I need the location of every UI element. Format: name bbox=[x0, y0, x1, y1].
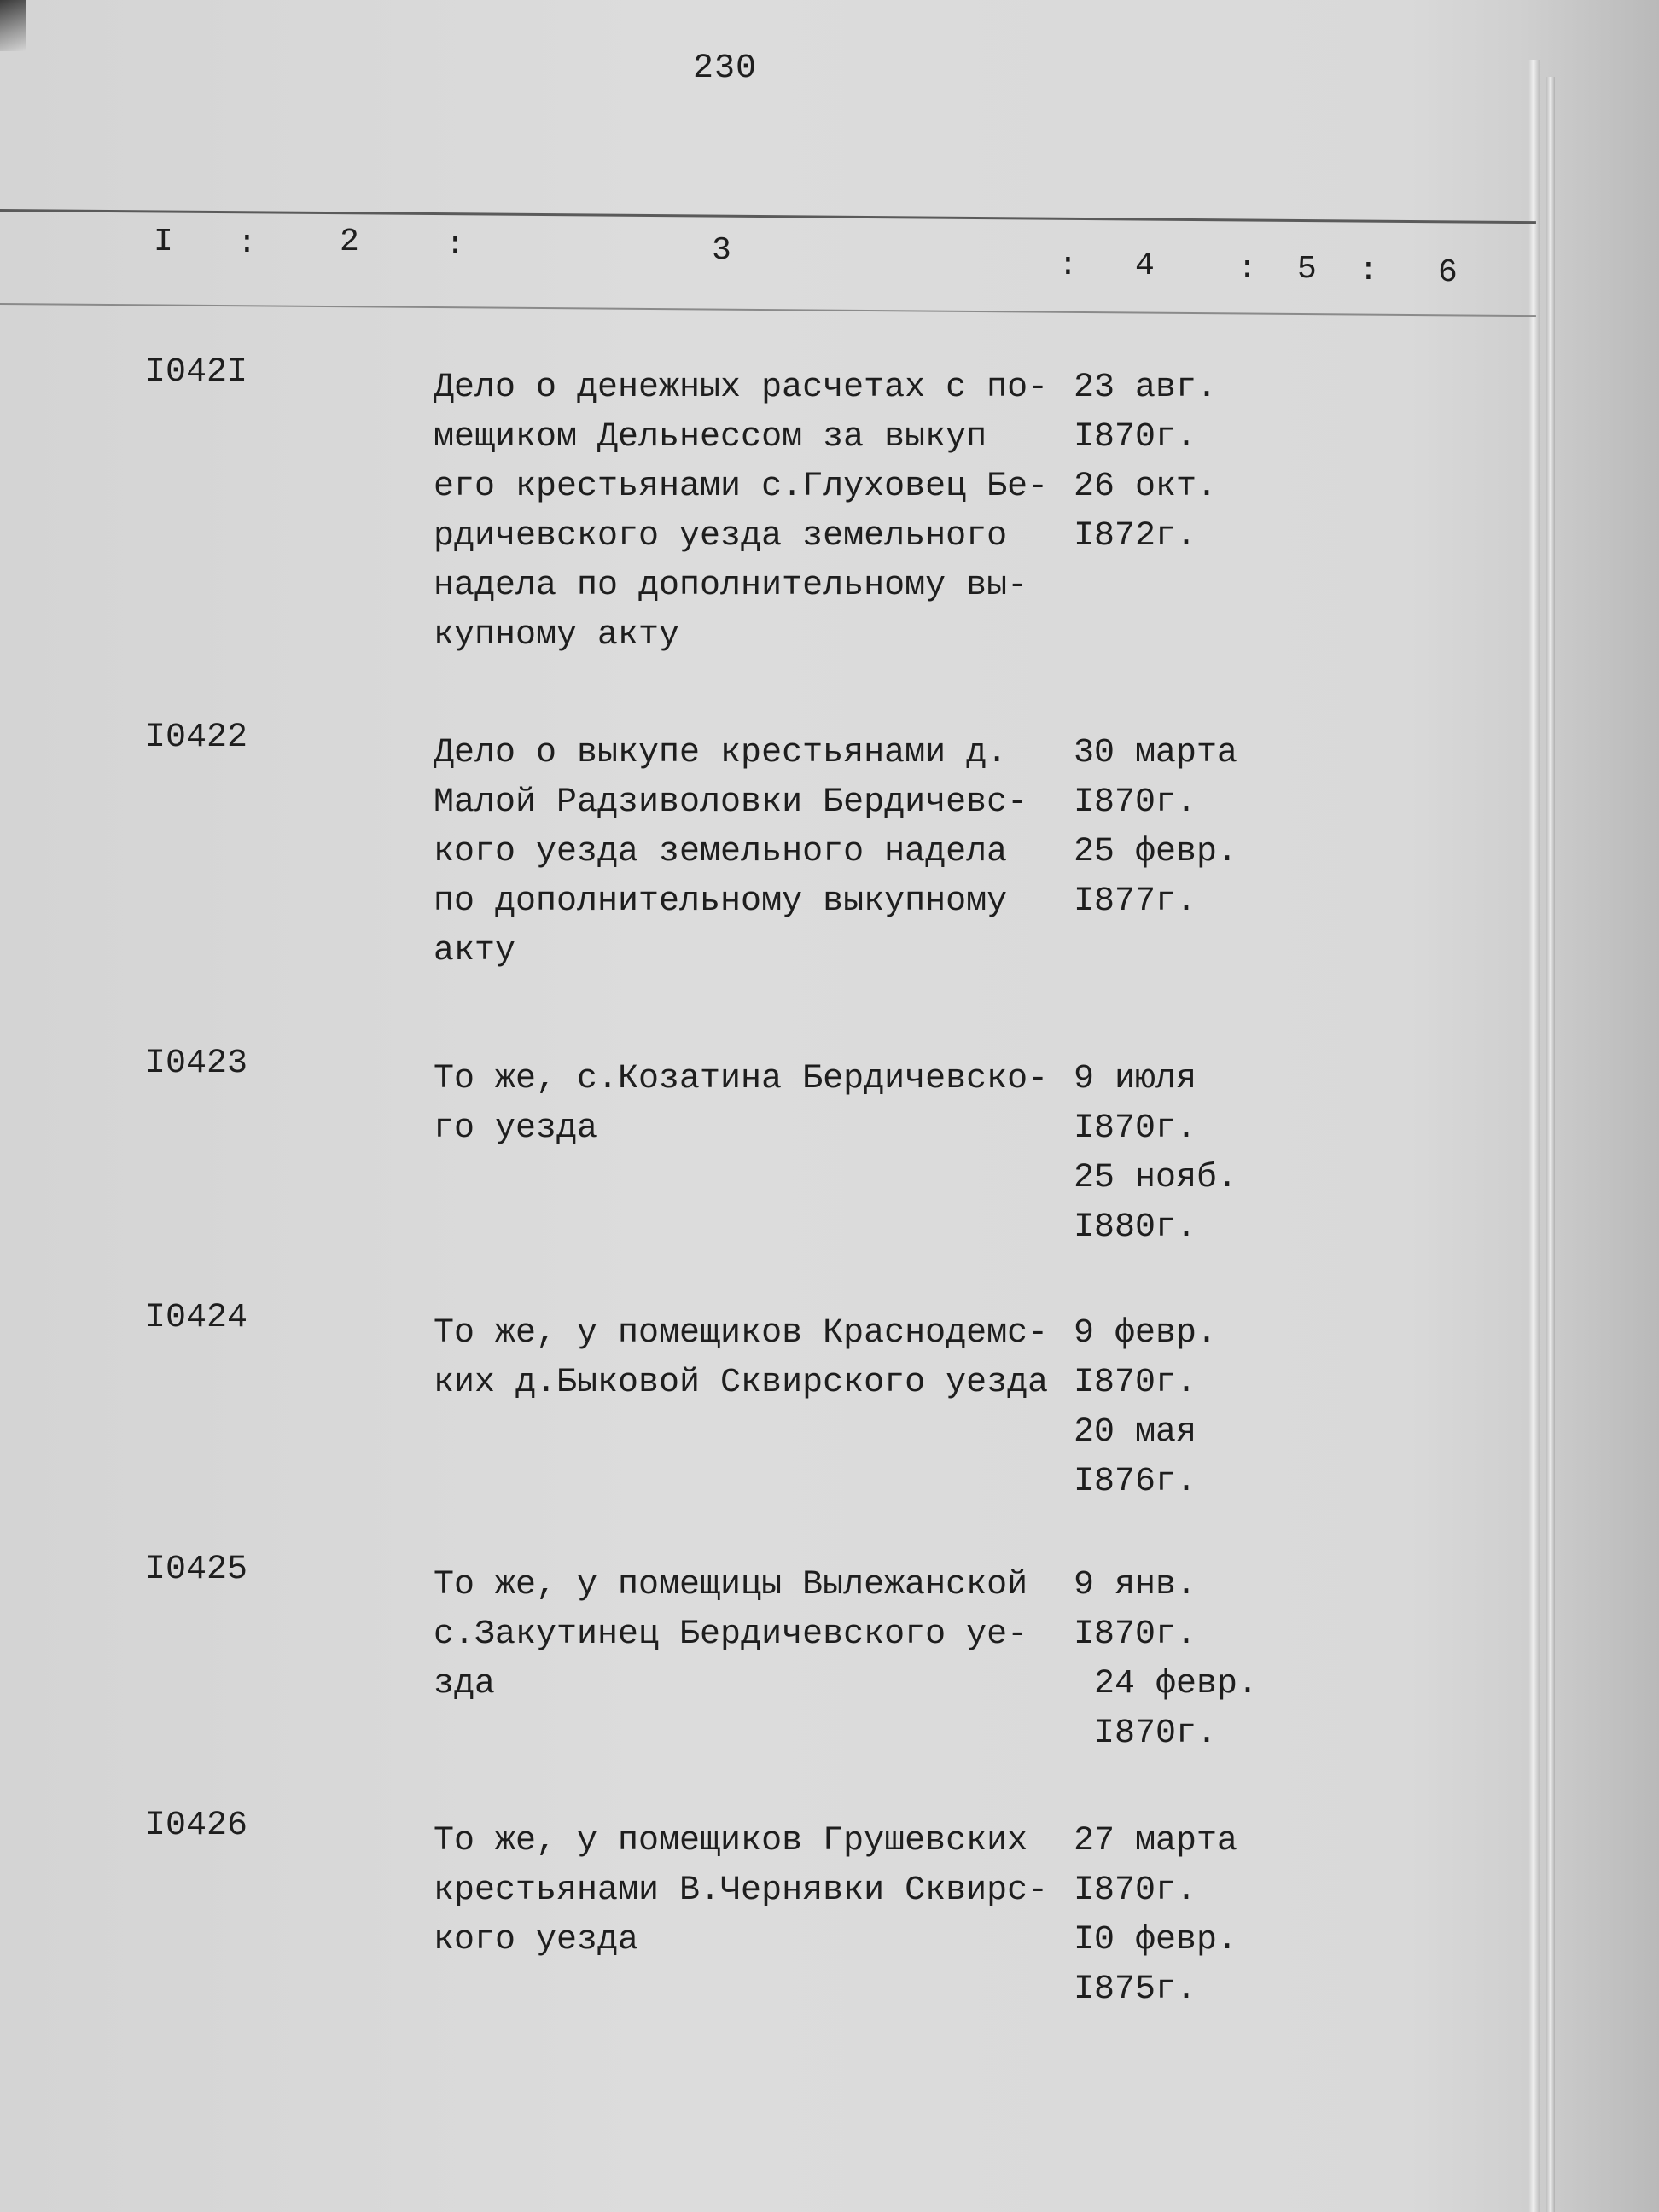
date-line: I870г. bbox=[1074, 1871, 1197, 1910]
description-line: Дело о денежных расчетах с по- bbox=[434, 369, 1049, 407]
header-rule-bottom bbox=[0, 303, 1536, 317]
entry-dates bbox=[1074, 1309, 1278, 1507]
entry-id: I0425 bbox=[145, 1551, 248, 1589]
entry-description bbox=[434, 1309, 1057, 1408]
date-line: I872г. bbox=[1074, 517, 1197, 556]
date-line: I877г. bbox=[1074, 882, 1197, 921]
entry-description bbox=[434, 364, 1057, 661]
entry-description bbox=[434, 729, 1057, 976]
date-line: 25 нояб. bbox=[1074, 1159, 1238, 1197]
entry-dates bbox=[1074, 1817, 1278, 2015]
date-line: 9 февр. bbox=[1074, 1314, 1218, 1353]
description-line: по дополнительному выкупному bbox=[434, 882, 1008, 921]
description-line: кого уезда bbox=[434, 1921, 639, 1959]
header-col-2: 2 bbox=[340, 224, 359, 260]
description-line: акту bbox=[434, 932, 516, 970]
description-line: Малой Радзиволовки Бердичевс- bbox=[434, 783, 1028, 822]
description-line: ких д.Быковой Сквирского уезда bbox=[434, 1364, 1049, 1402]
header-col-1: I bbox=[154, 224, 173, 260]
date-line: 30 марта bbox=[1074, 734, 1238, 772]
entry-dates bbox=[1074, 364, 1278, 562]
entry-id: I0426 bbox=[145, 1807, 248, 1845]
header-col-6: 6 bbox=[1438, 254, 1458, 291]
description-line: его крестьянами с.Глуховец Бе- bbox=[434, 468, 1049, 506]
entry-id: I0422 bbox=[145, 719, 248, 757]
header-separator: : bbox=[1359, 253, 1378, 289]
description-line: купному акту bbox=[434, 616, 680, 655]
date-line: I870г. bbox=[1074, 418, 1197, 457]
entry-dates bbox=[1074, 729, 1278, 927]
description-line: Дело о выкупе крестьянами д. bbox=[434, 734, 1008, 772]
description-line: То же, у помещицы Вылежанской bbox=[434, 1566, 1028, 1604]
description-line: го уезда bbox=[434, 1109, 598, 1148]
entry-id: I0424 bbox=[145, 1299, 248, 1337]
date-line: I880г. bbox=[1074, 1208, 1197, 1247]
date-line: I870г. bbox=[1074, 1109, 1197, 1148]
entry-id: I0423 bbox=[145, 1045, 248, 1083]
description-line: кого уезда земельного надела bbox=[434, 833, 1008, 871]
date-line: 9 июля bbox=[1074, 1060, 1197, 1098]
description-line: зда bbox=[434, 1665, 496, 1703]
date-line: 23 авг. bbox=[1074, 369, 1218, 407]
header-rule-top bbox=[0, 209, 1536, 224]
description-line: То же, у помещиков Краснодемс- bbox=[434, 1314, 1049, 1353]
description-line: надела по дополнительному вы- bbox=[434, 567, 1028, 605]
date-line: 26 окт. bbox=[1074, 468, 1218, 506]
description-line: с.Закутинец Бердичевского уе- bbox=[434, 1615, 1028, 1654]
date-line: 27 марта bbox=[1074, 1822, 1238, 1860]
date-line: I870г. bbox=[1094, 1714, 1218, 1753]
description-line: То же, у помещиков Грушевских bbox=[434, 1822, 1028, 1860]
date-line: 20 мая bbox=[1074, 1413, 1197, 1452]
date-line: I870г. bbox=[1074, 783, 1197, 822]
description-line: мещиком Дельнессом за выкуп bbox=[434, 418, 987, 457]
date-line: 9 янв. bbox=[1074, 1566, 1197, 1604]
entry-description bbox=[434, 1817, 1057, 1965]
description-line: рдичевского уезда земельного bbox=[434, 517, 1008, 556]
date-line: I870г. bbox=[1074, 1364, 1197, 1402]
page-stack-edge bbox=[1528, 60, 1540, 2212]
date-line: 25 февр. bbox=[1074, 833, 1238, 871]
date-line: I876г. bbox=[1074, 1463, 1197, 1501]
page-number: 230 bbox=[693, 49, 758, 88]
date-line: I0 февр. bbox=[1074, 1921, 1238, 1959]
header-separator: : bbox=[1058, 247, 1078, 284]
date-line: I870г. bbox=[1074, 1615, 1197, 1654]
entry-description bbox=[434, 1561, 1057, 1709]
page-stack-edge bbox=[1546, 77, 1555, 2212]
scan-corner-shadow bbox=[0, 0, 26, 51]
entry-dates bbox=[1074, 1055, 1278, 1253]
entry-dates bbox=[1074, 1561, 1278, 1759]
entry-description bbox=[434, 1055, 1057, 1154]
header-separator: : bbox=[237, 225, 257, 262]
date-line: I875г. bbox=[1074, 1970, 1197, 2009]
date-line: 24 февр. bbox=[1094, 1665, 1259, 1703]
entry-id: I042I bbox=[145, 353, 248, 392]
header-col-5: 5 bbox=[1297, 251, 1317, 288]
description-line: То же, с.Козатина Бердичевско- bbox=[434, 1060, 1049, 1098]
header-col-4: 4 bbox=[1135, 247, 1155, 284]
header-separator: : bbox=[1237, 251, 1257, 288]
header-col-3: 3 bbox=[712, 232, 731, 269]
header-separator: : bbox=[445, 227, 465, 264]
description-line: крестьянами В.Чернявки Сквирс- bbox=[434, 1871, 1049, 1910]
